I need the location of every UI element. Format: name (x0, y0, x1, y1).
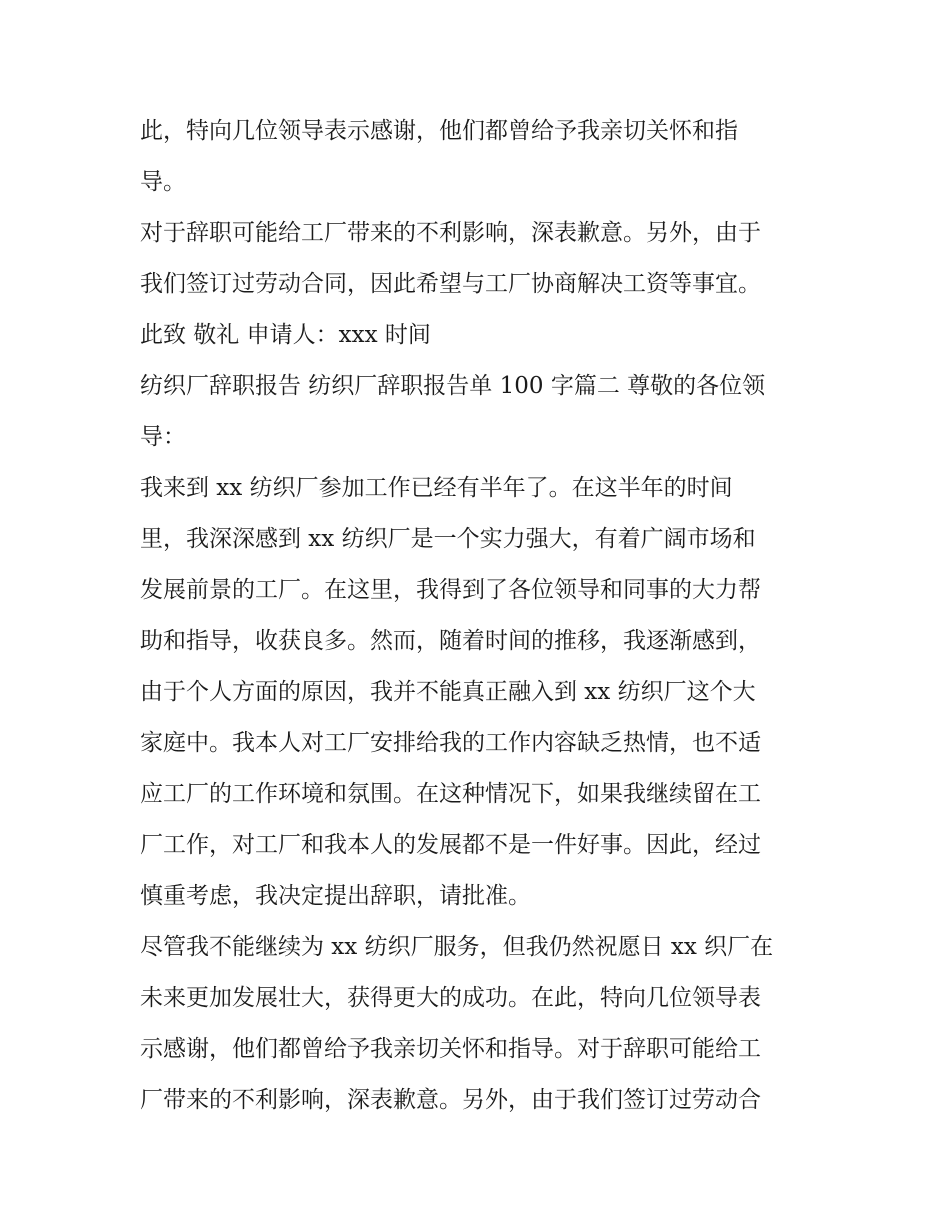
text-line: 导： (140, 424, 186, 450)
text-line: 未来更加发展壮大，获得更大的成功。在此，特向几位领导表 (140, 985, 761, 1011)
text-line: 助和指导，收获良多。然而，随着时间的推移，我逐渐感到， (140, 628, 761, 654)
text-line: 厂带来的不利影响，深表歉意。另外，由于我们签订过劳动合 (140, 1087, 761, 1113)
text-line: 导。 (140, 169, 186, 195)
text-line: 厂工作，对工厂和我本人的发展都不是一件好事。因此，经过 (140, 832, 761, 858)
text-line: 示感谢，他们都曾给予我亲切关怀和指导。对于辞职可能给工 (140, 1036, 761, 1062)
text-line: 应工厂的工作环境和氛围。在这种情况下，如果我继续留在工 (140, 781, 761, 807)
text-line: 家庭中。我本人对工厂安排给我的工作内容缺乏热情，也不适 (140, 730, 761, 756)
text-line: 我来到 xx 纺织厂参加工作已经有半年了。在这半年的时间 (140, 475, 733, 501)
text-line: 对于辞职可能给工厂带来的不利影响，深表歉意。另外，由于 (140, 220, 761, 246)
text-line: 此，特向几位领导表示感谢，他们都曾给予我亲切关怀和指 (140, 118, 738, 144)
text-line: 尽管我不能继续为 xx 纺织厂服务，但我仍然祝愿日 xx 织厂在 (140, 934, 774, 960)
text-line: 发展前景的工厂。在这里，我得到了各位领导和同事的大力帮 (140, 577, 761, 603)
text-line: 由于个人方面的原因，我并不能真正融入到 xx 纺织厂这个大 (140, 679, 756, 705)
text-line: 慎重考虑，我决定提出辞职，请批准。 (140, 883, 531, 909)
section-title-line: 纺织厂辞职报告 纺织厂辞职报告单 100 字篇二 尊敬的各位领 (140, 373, 766, 399)
document-body (140, 106, 830, 1126)
text-line: 里，我深深感到 xx 纺织厂是一个实力强大，有着广阔市场和 (140, 526, 756, 552)
text-line: 我们签订过劳动合同，因此希望与工厂协商解决工资等事宜。 (140, 271, 761, 297)
closing-line: 此致 敬礼 申请人：xxx 时间 (140, 322, 431, 348)
